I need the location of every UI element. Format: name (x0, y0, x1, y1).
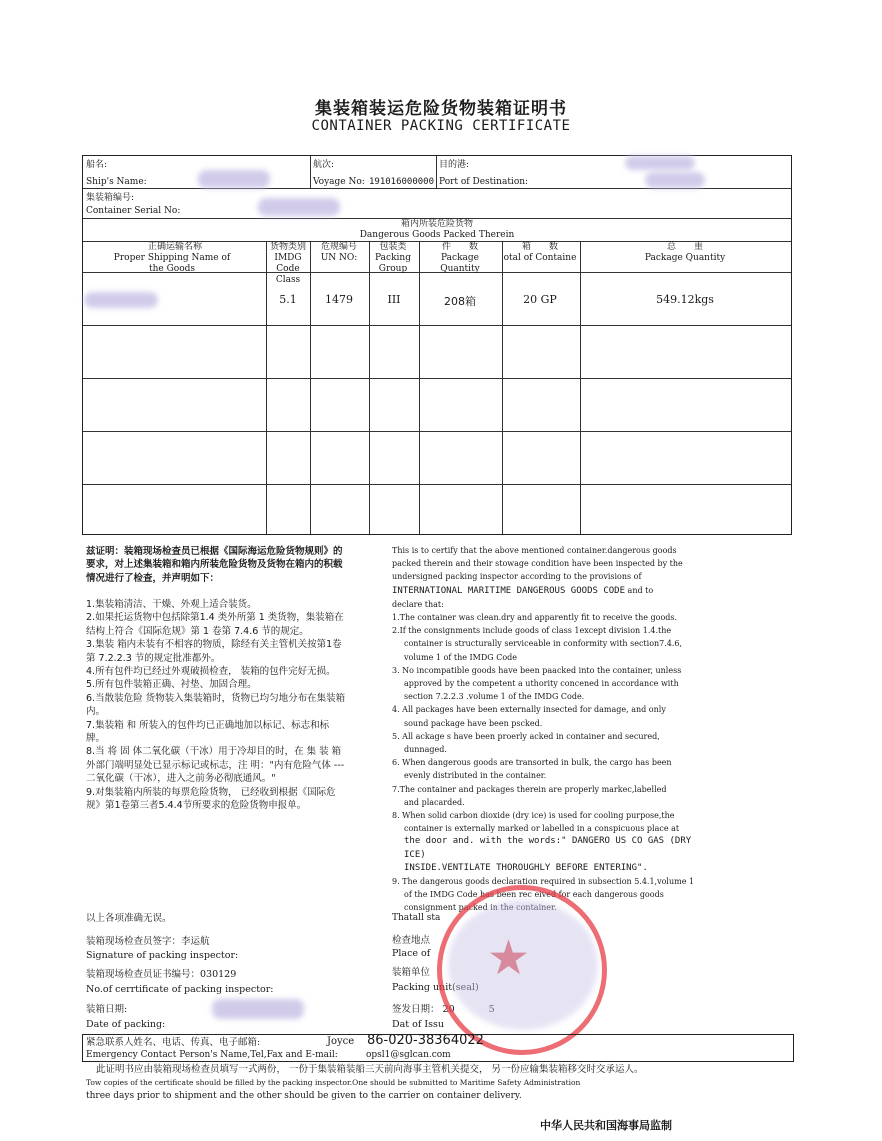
declaration-item-cn: 5.所有包件装箱正确、衬垫、加固合理。 (86, 679, 257, 691)
row-divider (83, 188, 791, 189)
col-header-en: Proper Shipping Name of the Goods (113, 253, 231, 274)
declaration-item-en: 5. All ackage s have been proerly acked in container and secured, (392, 731, 660, 741)
redacted-seal (448, 900, 598, 1030)
declaration-item-en: and placarded. (404, 797, 465, 807)
redacted-packing-date (212, 999, 304, 1019)
container-serial-label-en: Container Serial No: (86, 206, 181, 216)
declaration-item-en: container is structurally serviceable in conformity with section7.4.6, (404, 639, 683, 649)
inspection-place-cn: 检查地点 (392, 935, 431, 946)
declaration-item-cn: 1.集装箱清洁、干燥、外观上适合装货。 (86, 599, 257, 610)
col-divider (580, 241, 581, 534)
declaration-item-cn: 4.所有包件均已经过外观破损检查， 装箱的包件完好无损。 (86, 666, 336, 678)
row-divider (83, 378, 791, 379)
ship-name-label-cn: 船名: (86, 160, 108, 170)
goods-package-qty: 208箱 (444, 295, 476, 308)
redacted-shipping-name (84, 292, 158, 308)
declaration-item-cn: 7.集装箱 和 所装入的包件均已正确地加以标记、标志和标牌。 (86, 719, 330, 745)
col-header-en: Packing Group (375, 253, 411, 274)
declaration-intro-en: This is to certify that the above mentioned container.dangerous goods (392, 546, 677, 555)
goods-containers: 20 GP (523, 293, 557, 306)
declaration-item-en: consignment packed in the container. (404, 903, 557, 913)
goods-section-title-en: Dangerous Goods Packed Therein (359, 230, 515, 240)
declaration-item-en: of the IMDG Code has been rec eived for each dangerous goods (404, 890, 664, 900)
col-header-en: Package Quantity (440, 253, 480, 274)
declaration-item-en: container is externally marked or labelled in a conspicuous place at (404, 824, 680, 834)
confirm-cn: 以上各项准确无误。 (86, 913, 172, 924)
confirm-en: Thatall sta (392, 913, 441, 923)
title-english: CONTAINER PACKING CERTIFICATE (311, 118, 571, 134)
col-header-en: IMDG Code Class (274, 253, 302, 285)
voyage-label-cn: 航次: (313, 160, 335, 170)
declaration-item-en: the door and. with the words:" DANGERO US CO GAS (DRY ICE) (404, 836, 692, 860)
col-header-cn: 总 重 (666, 242, 703, 252)
declaration-item-en: volume 1 of the IMDG Code (404, 652, 517, 662)
declaration-item-en: evenly distributed in the container. (404, 771, 547, 781)
declaration-item-cn: 9.对集装箱内所装的每票危险货物， 已经收到根据《国际危规》第1卷第三者5.4.4节所要求的危险货物申报单。 (86, 786, 336, 812)
row-divider (83, 431, 791, 432)
col-header-cn: 正确运输名称 (147, 242, 202, 252)
inspector-cert-no-cn: 装箱现场检查员证书编号：030129 (86, 969, 237, 980)
row-divider (83, 484, 791, 485)
declaration-item-en: 8. When solid carbon dioxide (dry ice) is used for cooling purpose,the (392, 811, 675, 821)
declaration-item-en: approved by the competent a uthority concened in accordance with (404, 679, 679, 689)
packing-unit-en: Packing unit(seal) (392, 982, 479, 993)
inspector-signature-en: Signature of packing inspector: (86, 950, 239, 961)
col-divider (436, 156, 437, 188)
declaration-item-cn: 3.集装 箱内未装有不相容的物质，除经有关主管机关按第1卷第 7.2.2.3 节的规定批准都外。 (86, 639, 342, 664)
issue-date-label: 签发日期： 20 (392, 1004, 455, 1015)
declaration-en (392, 544, 702, 915)
redacted-destination (625, 156, 695, 170)
declaration-intro-en: and to (627, 585, 654, 595)
packing-date-en: Date of packing: (86, 1019, 166, 1030)
voyage-value: 191016000000 (369, 177, 435, 187)
declaration-intro-en: undersigned packing inspector according to the provisions of (392, 572, 642, 582)
declaration-item-en: 7.The container and packages therein are properly markec,labelled (392, 784, 667, 794)
inspection-place-en: Place of (392, 948, 431, 959)
packing-unit-cn: 装箱单位 (392, 967, 431, 978)
declaration-item-cn: 6.当散装危险 货物装入集装箱时，货物已均匀地分布在集装箱内。 (86, 692, 346, 718)
col-divider (310, 156, 311, 188)
declaration-intro-en: declare that: (392, 599, 444, 609)
redacted-container-serial (258, 198, 340, 216)
container-serial-label-cn: 集装箱编号: (86, 193, 135, 203)
declaration-item-en: 3. No incompatible goods have been paacked into the container, unless (392, 665, 682, 675)
emergency-label-cn: 紧急联系人姓名、电话、传真、电子邮箱: (86, 1037, 261, 1048)
issue-date-en: Dat of Issu (392, 1019, 444, 1030)
destination-label-cn: 目的港: (439, 160, 470, 170)
goods-un-no: 1479 (325, 293, 353, 306)
inspector-signature-cn: 装箱现场检查员签字：李运航 (86, 936, 210, 947)
destination-label-en: Port of Destination: (439, 177, 529, 187)
title-chinese: 集装箱装运危险货物装箱证明书 (315, 99, 567, 119)
col-header-cn: 件 数 (441, 242, 478, 252)
declaration-item-en: 1.The container was clean.dry and apparently fit to receive the goods. (392, 613, 678, 623)
declaration-intro-cn: 兹证明：装箱现场检查员已根据《国际海运危险货物规则》的要求，对上述集装箱和箱内所装危险货物及货物在箱内的积载情况进行了检查，并声明如下： (86, 546, 343, 584)
goods-class: 5.1 (279, 293, 297, 306)
redacted-ship-name (198, 170, 270, 188)
seal-star-icon: ★ (487, 930, 531, 986)
imdg-code-caps: INTERNATIONAL MARITIME DANGEROUS GOODS CODE (392, 585, 625, 596)
declaration-item-en: 4. All packages have been externally insected for damage, and only (392, 705, 666, 715)
col-header-cn: 包装类 (379, 242, 407, 252)
declaration-item-en: INSIDE.VENTILATE THOROUGHLY BEFORE ENTERING". (404, 862, 648, 873)
goods-packing-group: III (387, 293, 401, 306)
declaration-item-cn: 8.当 将 固 体二氧化碳（干冰）用于冷却目的时，在 集 装 箱外部门端明显处已显示标记或标志，注 明："内有危险气体 --- 二氧化碳（干冰），进入之前务必彻底通风。" (86, 746, 345, 785)
emergency-email: opsl1@sglcan.com (366, 1050, 451, 1060)
packing-date-cn: 装箱日期: (86, 1004, 128, 1015)
col-divider (419, 241, 420, 534)
col-header-en: Package Quantity (644, 253, 726, 263)
goods-weight: 549.12kgs (656, 293, 714, 306)
emergency-label-en: Emergency Contact Person's Name,Tel,Fax and E-mail: (86, 1050, 338, 1060)
declaration-list-cn (86, 598, 348, 813)
emergency-name: Joyce (327, 1036, 355, 1047)
col-divider (369, 241, 370, 534)
issuing-authority: 中华人民共和国海事局监制 (540, 1119, 672, 1132)
goods-table (82, 155, 792, 535)
col-header-cn: 货物类别 (269, 242, 306, 252)
footer-note-en: three days prior to shipment and the other should be given to the carrier on container delivery. (86, 1091, 522, 1101)
emergency-phone: 86-020-38364022 (367, 1033, 484, 1048)
col-divider (502, 241, 503, 534)
declaration-item-en: 6. When dangerous goods are transorted in bulk, the cargo has been (392, 758, 672, 768)
declaration-item-en: dunnaged. (404, 745, 447, 755)
footer-note-cn: 此证明书应由装箱现场检查员填写一式两份， 一份于集装箱装船三天前向海事主管机关提交， 另一份应输集装箱移交时交承运人。 (96, 1064, 644, 1075)
declaration-intro-en: packed therein and their stowage condition have been inspected by the (392, 559, 683, 569)
redacted-destination (645, 172, 705, 188)
inspector-cert-no-en: No.of cerrtificate of packing inspector: (86, 984, 274, 995)
declaration-item-cn: 2.如果托运货物中包括除第1.4 类外所第 1 类货物，集装箱在结构上符合《国际危规》第 1 卷第 7.4.6 节的规定。 (86, 612, 344, 637)
ship-name-label-en: Ship's Name: (86, 177, 147, 187)
declaration-item-en: sound package have been pscked. (404, 718, 543, 728)
declaration-item-en: 9. The dangerous goods declaration required in subsection 5.4.1,volume 1 (392, 877, 695, 887)
voyage-label-en: Voyage No: (313, 177, 365, 187)
col-header-cn: 危规编号 (320, 242, 357, 252)
row-divider (83, 325, 791, 326)
col-header-cn: 箱 数 (521, 242, 558, 252)
issue-date-tail: 5 (488, 1004, 495, 1015)
goods-section-title-cn: 箱内所装危险货物 (400, 219, 473, 229)
col-header-en: otal of Containe (503, 253, 577, 263)
declaration-item-en: section 7.2.2.3 .volume 1 of the IMDG Code. (404, 692, 585, 702)
declaration-item-en: 2.If the consignments include goods of class 1except division 1.4.the (392, 626, 672, 636)
footer-note-en: Tow copies of the certificate should be filled by the packing inspector.One should be submitted to Maritime Safety Administration (86, 1078, 581, 1087)
col-header-en: UN NO: (320, 253, 358, 263)
